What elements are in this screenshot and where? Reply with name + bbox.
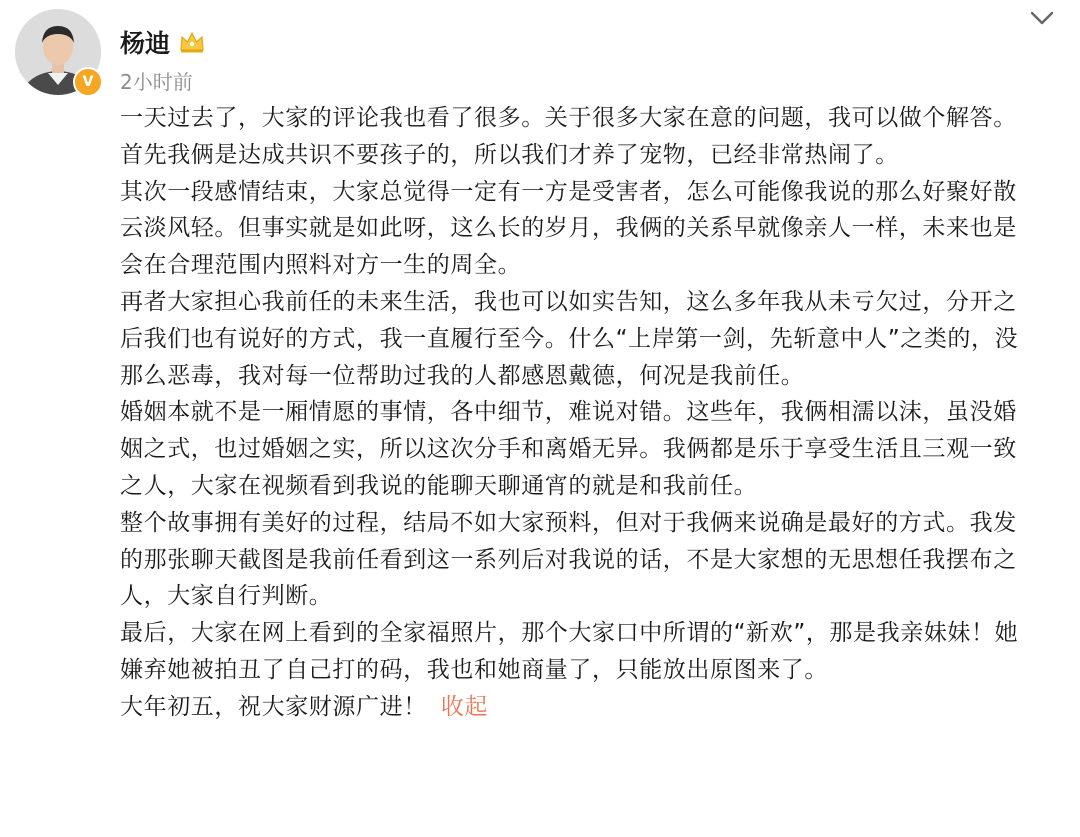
post-paragraph-3: 其次一段感情结束，大家总觉得一定有一方是受害者，怎么可能像我说的那么好聚好散云淡风轻。但事实就是如此呀，这么长的岁月，我俩的关系早就像亲人一样，未来也是会在合理范围内照料对方一生的周全。 <box>120 178 1017 279</box>
post-paragraph-7: 最后，大家在网上看到的全家福照片，那个大家口中所谓的“新欢”，那是我亲妹妹！她嫌弃她被拍丑了自己打的码，我也和她商量了，只能放出原图来了。 <box>120 620 1019 683</box>
post-closing-text: 大年初五，祝大家财源广进！ <box>120 693 427 720</box>
member-crown-icon <box>178 30 206 54</box>
post-paragraph-6: 整个故事拥有美好的过程，结局不如大家预料，但对于我俩来说确是最好的方式。我发的那张聊天截图是我前任看到这一系列后对我说的话，不是大家想的无思想任我摆布之人，大家自行判断。 <box>120 509 1017 610</box>
author-row <box>120 26 206 58</box>
post-timestamp: 2小时前 <box>120 70 193 94</box>
verified-badge-icon: V <box>73 67 103 97</box>
post-paragraph-4: 再者大家担心我前任的未来生活，我也可以如实告知，这么多年我从未亏欠过，分开之后我们也有说好的方式，我一直履行至今。什么“上岸第一剑，先斩意中人”之类的，没那么恶毒，我对每一位帮助过我的人都感恩戴德，何况是我前任。 <box>120 288 1019 389</box>
chevron-down-icon[interactable] <box>1028 8 1056 28</box>
author-name[interactable]: 杨迪 <box>120 29 171 58</box>
post-content <box>120 100 1040 726</box>
avatar[interactable] <box>15 9 101 95</box>
post-paragraph-1: 一天过去了，大家的评论我也看了很多。关于很多大家在意的问题，我可以做个解答。 <box>120 105 1017 131</box>
post-paragraph-2: 首先我俩是达成共识不要孩子的，所以我们才养了宠物，已经非常热闹了。 <box>120 141 899 168</box>
post-paragraph-8 <box>120 689 1040 726</box>
post-paragraph-5: 婚姻本就不是一厢情愿的事情，各中细节，难说对错。这些年，我俩相濡以沫，虽没婚姻之式，也过婚姻之实，所以这次分手和离婚无异。我俩都是乐于享受生活且三观一致之人，大家在视频看到我说的能聊天聊通宵的就是和我前任。 <box>120 399 1017 499</box>
collapse-link[interactable]: 收起 <box>440 693 489 720</box>
